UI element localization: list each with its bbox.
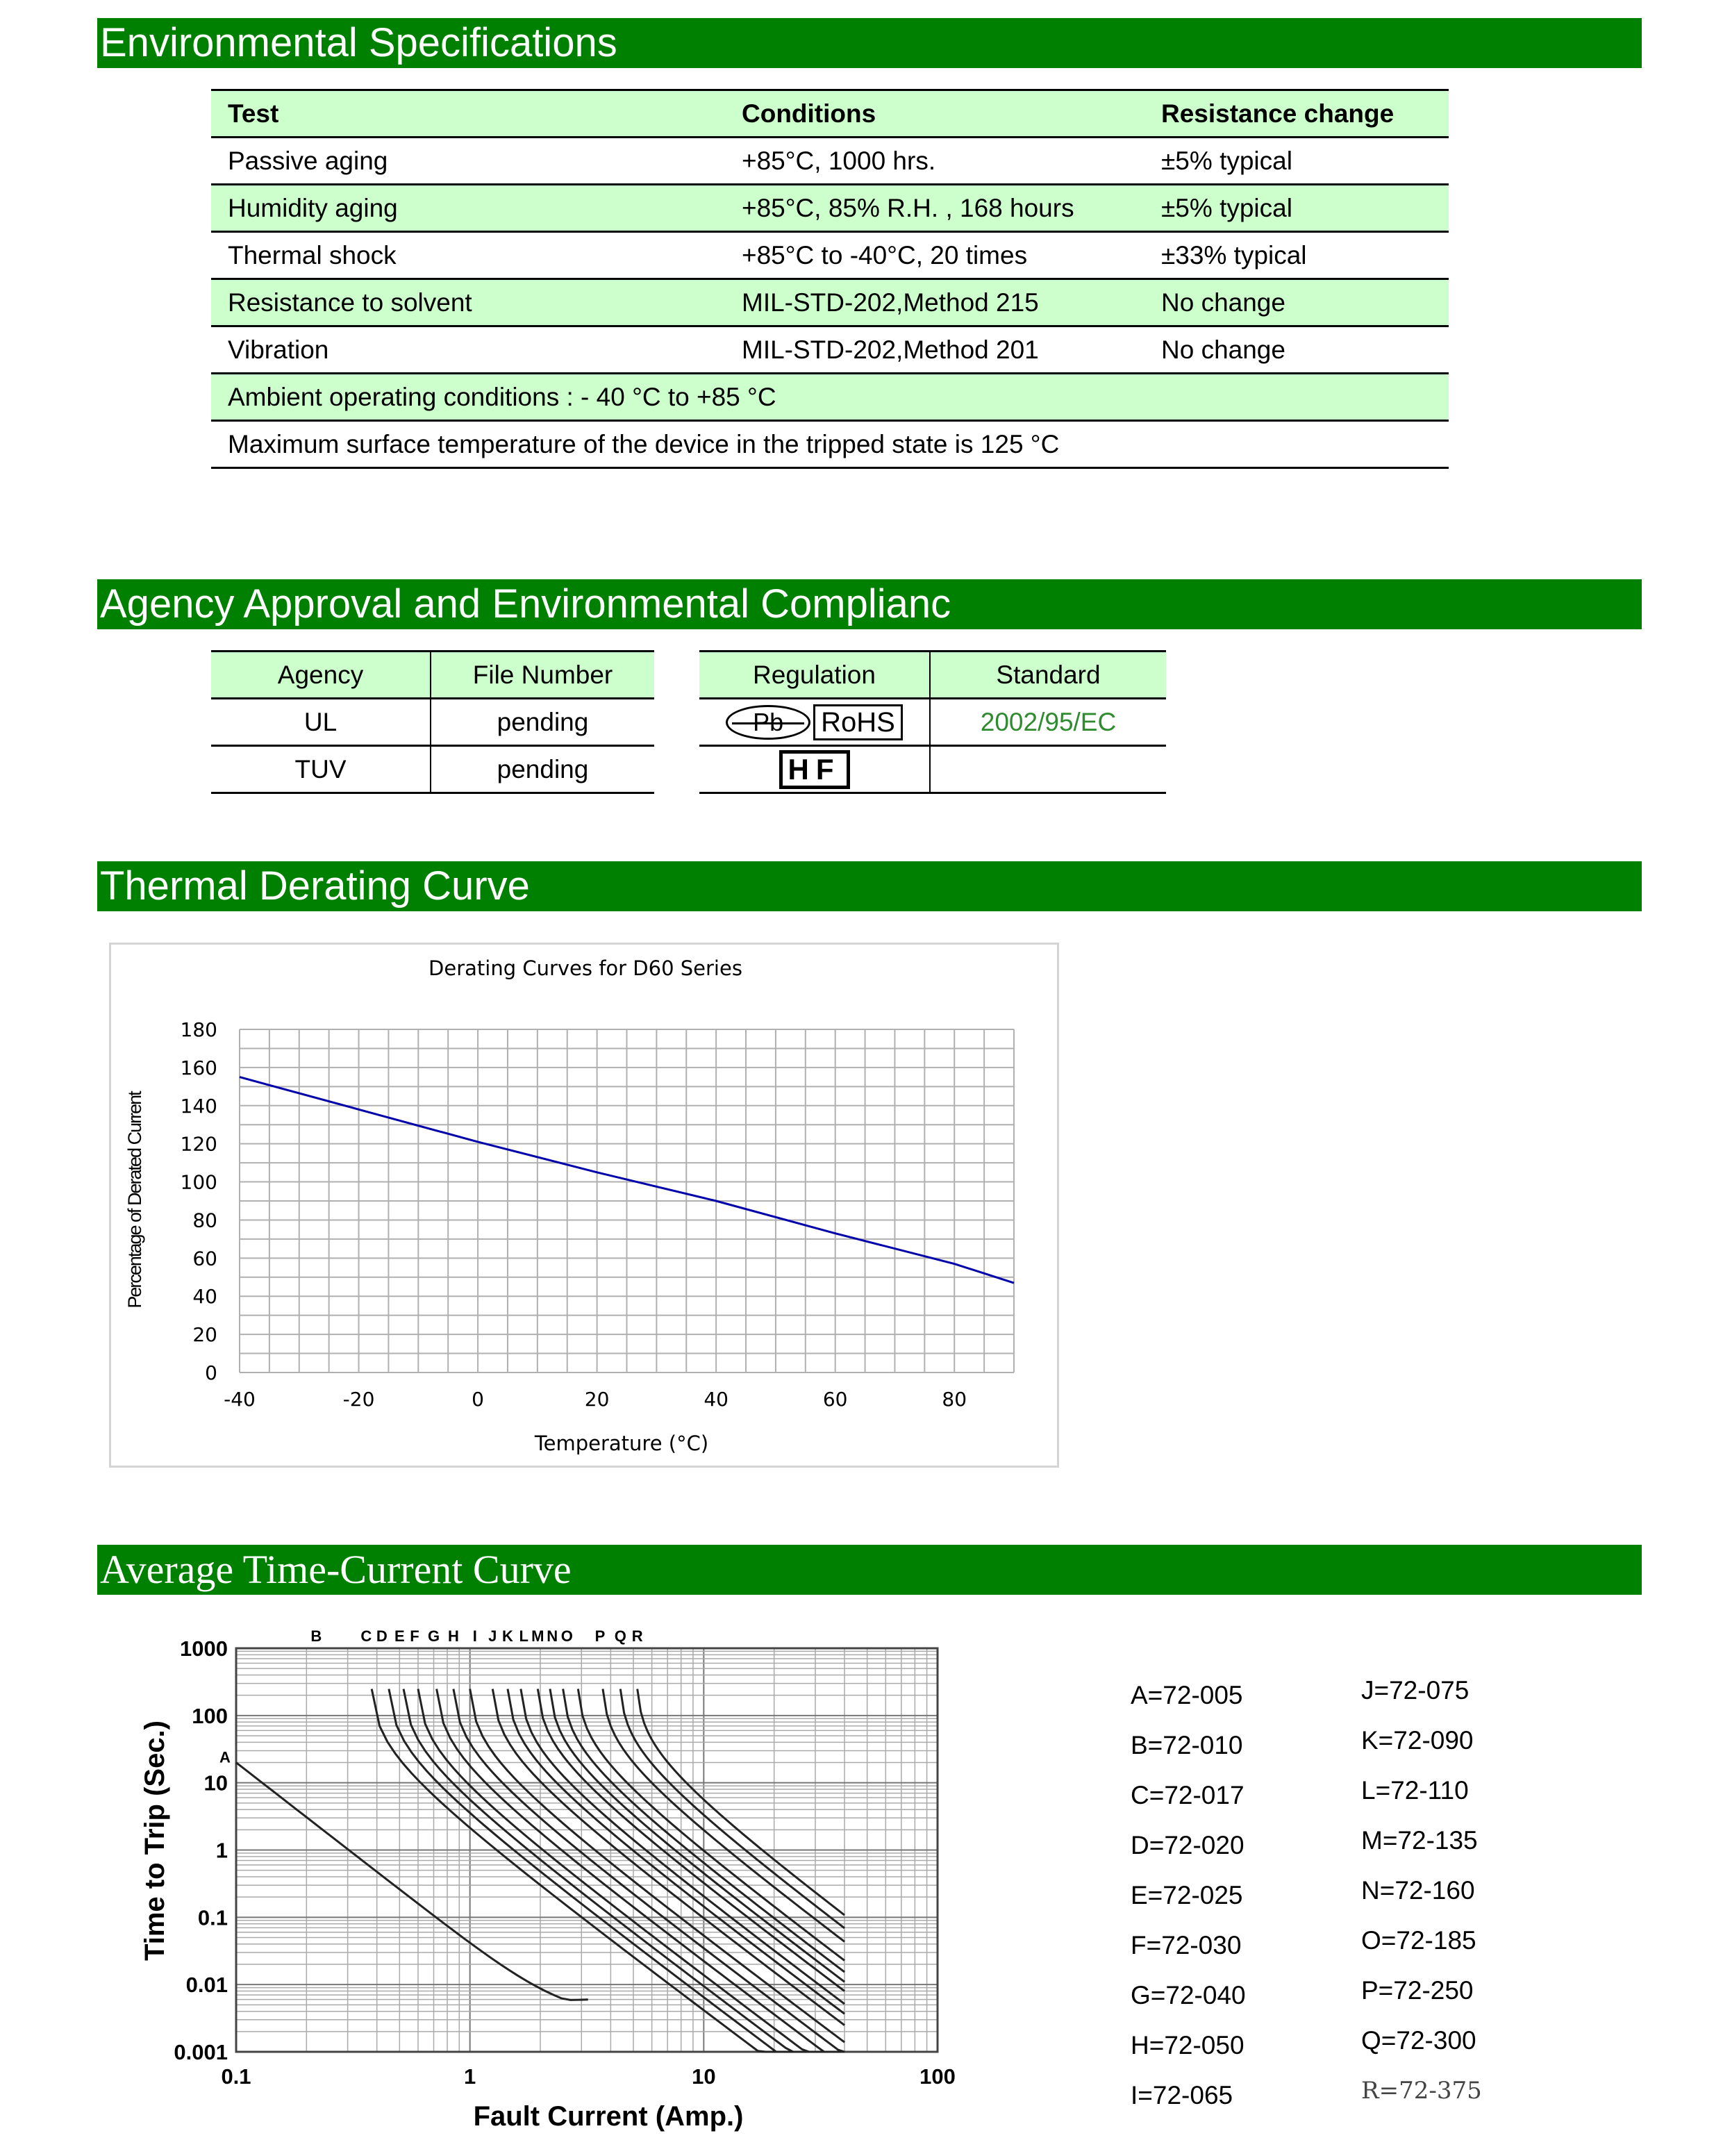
legend-left-column [1131, 1670, 1339, 2121]
x-tick-label: 0.1 [221, 2064, 251, 2089]
y-tick-label: 100 [192, 1703, 228, 1728]
cell-resistance: No change [1144, 279, 1449, 326]
y-tick-label: 0.001 [174, 2040, 228, 2064]
rohs-label: RoHS [813, 704, 903, 740]
y-tick-label: 180 [180, 1018, 217, 1041]
section-title-agency: Agency Approval and Environmental Complianc [97, 579, 1642, 629]
curve-label-D: D [376, 1627, 388, 1645]
header-test: Test [211, 90, 725, 138]
y-tick-label: 10 [203, 1771, 228, 1796]
header-file-number: File Number [431, 652, 654, 699]
header-regulation: Regulation [699, 652, 930, 699]
curve-label-Q: Q [614, 1627, 626, 1645]
time-current-grid [236, 1648, 938, 2052]
header-resistance-change: Resistance change [1144, 90, 1449, 138]
curve-label-B: B [310, 1627, 322, 1645]
y-tick-label: 160 [180, 1056, 217, 1079]
header-agency: Agency [211, 652, 431, 699]
time-current-x-axis-label: Fault Current (Amp.) [473, 2101, 744, 2132]
curve-label-P: P [594, 1627, 606, 1645]
x-tick-label: 40 [704, 1388, 729, 1411]
derating-chart-title: Derating Curves for D60 Series [428, 956, 742, 980]
curve-label-I: I [472, 1627, 477, 1645]
cell-test: Passive aging [211, 138, 725, 185]
x-tick-label: 80 [942, 1388, 967, 1411]
note-ambient-conditions: Ambient operating conditions : - 40 °C to +85 °C [211, 374, 1449, 421]
legend-item: N=72-160 [1361, 1876, 1475, 1905]
curve-label-C: C [360, 1627, 372, 1645]
cell-file-number: pending [431, 746, 654, 793]
cell-test: Humidity aging [211, 185, 725, 232]
y-tick-label: 100 [180, 1170, 217, 1194]
legend-item: H=72-050 [1131, 2031, 1245, 2059]
derating-y-axis-label: Percentage of Derated Current [124, 1092, 145, 1309]
legend-item: R=72-375 [1361, 2077, 1482, 2105]
y-tick-label: 1000 [180, 1636, 228, 1661]
time-current-y-axis-label: Time to Trip (Sec.) [140, 1720, 170, 1961]
note-max-surface-temp: Maximum surface temperature of the device in the tripped state is 125 °C [211, 421, 1449, 468]
time-current-x-ticks [221, 2064, 955, 2089]
cell-resistance: ±33% typical [1144, 232, 1449, 279]
curve-P [603, 1689, 844, 1942]
x-tick-label: -20 [342, 1388, 375, 1411]
header-standard: Standard [930, 652, 1166, 699]
x-tick-label: 100 [919, 2064, 956, 2089]
curve-label-N: N [547, 1627, 558, 1645]
y-tick-label: 120 [180, 1132, 217, 1156]
legend-item: M=72-135 [1361, 1826, 1478, 1855]
x-tick-label: 60 [822, 1388, 848, 1411]
cell-standard: 2002/95/EC [930, 699, 1166, 746]
y-tick-label: 60 [192, 1247, 217, 1270]
cell-resistance: ±5% typical [1144, 185, 1449, 232]
y-tick-label: 40 [192, 1285, 217, 1309]
cell-conditions: MIL-STD-202,Method 215 [725, 279, 1144, 326]
pb-free-icon: Pb [726, 705, 810, 740]
cell-agency: TUV [211, 746, 431, 793]
cell-conditions: +85°C to -40°C, 20 times [725, 232, 1144, 279]
cell-test: Resistance to solvent [211, 279, 725, 326]
curve-label-A: A [219, 1748, 231, 1766]
cell-resistance: ±5% typical [1144, 138, 1449, 185]
legend-item: K=72-090 [1361, 1726, 1474, 1755]
legend-item: D=72-020 [1131, 1831, 1245, 1859]
section-title-time-current: Average Time-Current Curve [97, 1545, 1642, 1595]
y-tick-label: 0 [205, 1361, 217, 1384]
x-tick-label: 10 [692, 2064, 716, 2089]
y-tick-label: 20 [192, 1323, 217, 1347]
y-tick-label: 140 [180, 1094, 217, 1118]
legend-right-column [1361, 1666, 1570, 2116]
legend-item: A=72-005 [1131, 1681, 1243, 1709]
legend-item: P=72-250 [1361, 1976, 1474, 2005]
y-tick-label: 0.1 [197, 1905, 228, 1930]
cell-test: Thermal shock [211, 232, 725, 279]
legend-item: F=72-030 [1131, 1931, 1242, 1959]
x-tick-label: 1 [464, 2064, 476, 2089]
legend-item: C=72-017 [1131, 1781, 1245, 1809]
cell-conditions: +85°C, 1000 hrs. [725, 138, 1144, 185]
y-tick-label: 1 [215, 1838, 228, 1863]
y-tick-label: 0.01 [185, 1973, 228, 1998]
cell-file-number: pending [431, 699, 654, 746]
cell-conditions: MIL-STD-202,Method 201 [725, 326, 1144, 374]
header-conditions: Conditions [725, 90, 1144, 138]
legend-item: B=72-010 [1131, 1731, 1243, 1759]
curve-label-G: G [427, 1627, 440, 1645]
legend-item: I=72-065 [1131, 2081, 1233, 2109]
curve-label-K: K [502, 1627, 513, 1645]
x-tick-label: 20 [584, 1388, 610, 1411]
section-title-environmental: Environmental Specifications [97, 18, 1642, 68]
curve-label-E: E [394, 1627, 405, 1645]
derating-x-axis-label: Temperature (°C) [534, 1432, 709, 1455]
legend-item: Q=72-300 [1361, 2026, 1476, 2055]
curve-label-M: M [531, 1627, 544, 1645]
curve-label-R: R [631, 1627, 643, 1645]
halogen-free-icon: HF [779, 750, 850, 789]
curve-label-J: J [488, 1627, 497, 1645]
section-title-thermal: Thermal Derating Curve [97, 861, 1642, 911]
legend-item: J=72-075 [1361, 1676, 1470, 1705]
legend-item: G=72-040 [1131, 1981, 1246, 2009]
legend-item: L=72-110 [1361, 1776, 1469, 1805]
curve-label-F: F [410, 1627, 419, 1645]
x-tick-label: 0 [472, 1388, 484, 1411]
legend-item: O=72-185 [1361, 1926, 1476, 1955]
curve-label-L: L [519, 1627, 528, 1645]
y-tick-label: 80 [192, 1209, 217, 1232]
cell-agency: UL [211, 699, 431, 746]
x-tick-label: -40 [224, 1388, 256, 1411]
cell-test: Vibration [211, 326, 725, 374]
curve-label-H: H [447, 1627, 459, 1645]
curve-label-O: O [560, 1627, 573, 1645]
time-current-y-ticks [174, 1636, 228, 2064]
legend-item: E=72-025 [1131, 1881, 1243, 1909]
cell-resistance: No change [1144, 326, 1449, 374]
cell-conditions: +85°C, 85% R.H. , 168 hours [725, 185, 1144, 232]
